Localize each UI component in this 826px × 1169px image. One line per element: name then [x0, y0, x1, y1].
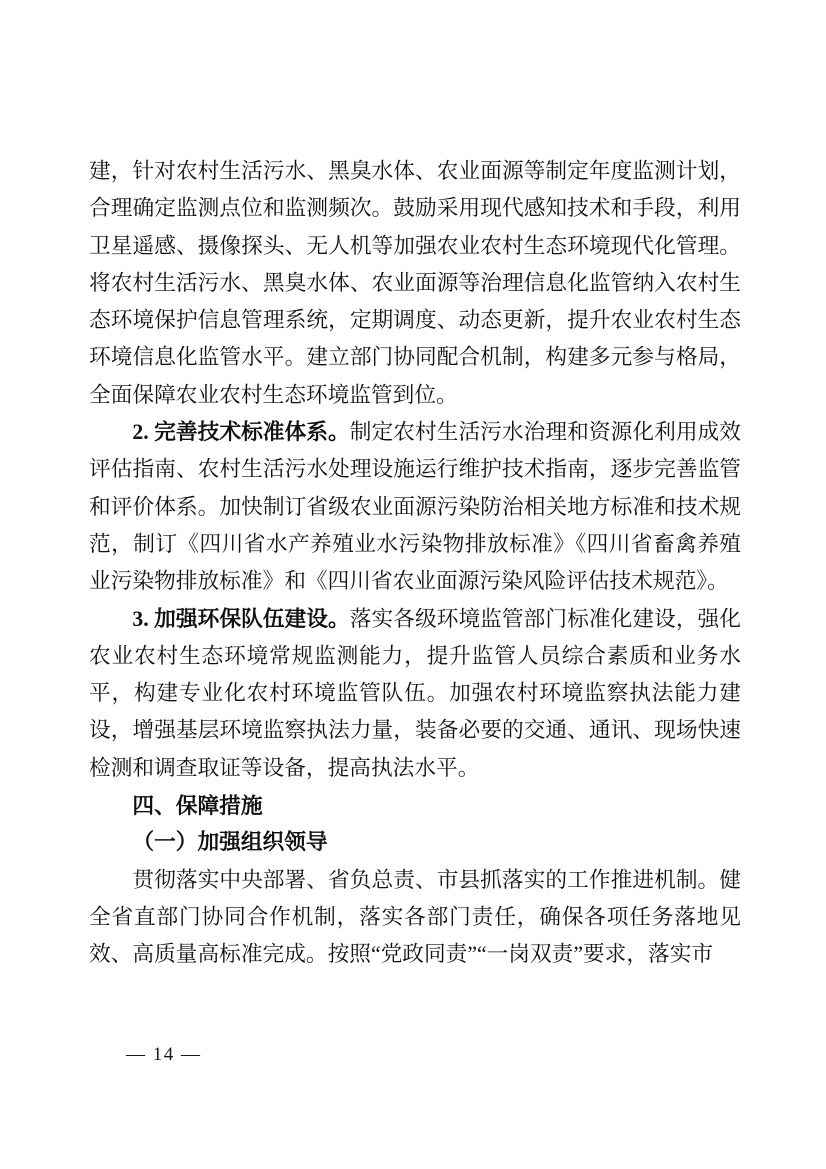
paragraph-text: 建，针对农村生活污水、黑臭水体、农业面源等制定年度监测计划，合理确定监测点位和监测频次。鼓励采用现代感知技术和手段，利用卫星遥感、摄像探头、无人机等加强农业农村生态环境现代化管理。将农村生活污水、黑臭水体、农业面源等治理信息化监管纳入农村生态环境保护信息管理系统，定期调度、动态更新，提升农业农村生态环境信息化监管水平。建立部门协同配合机制，构建多元参与格局，全面保障农业农村生态环境监管到位。: [89, 159, 741, 407]
numbered-item-3-lead: 3. 加强环保队伍建设。: [132, 606, 350, 631]
numbered-item-2: [89, 414, 741, 600]
page-number: — 14 —: [126, 1044, 202, 1065]
subsection-heading: [89, 824, 741, 861]
document-body: [89, 153, 741, 974]
section-heading: [89, 787, 741, 824]
numbered-item-3: [89, 601, 741, 787]
paragraph-body: [89, 862, 741, 974]
numbered-item-2-text: 制定农村生活污水治理和资源化利用成效评估指南、农村生活污水处理设施运行维护技术指南，逐步完善监管和评价体系。加快制订省级农业面源污染防治相关地方标准和技术规范，制订《四川省水产养殖业水污染物排放标准》《四川省畜禽养殖业污染物排放标准》和《四川省农业面源污染风险评估技术规范》。: [89, 420, 741, 594]
numbered-item-3-text: 落实各级环境监管部门标准化建设，强化农业农村生态环境常规监测能力，提升监管人员综合素质和业务水平，构建专业化农村环境监管队伍。加强农村环境监察执法能力建设，增强基层环境监察执法力量，装备必要的交通、通讯、现场快速检测和调查取证等设备，提高执法水平。: [89, 606, 741, 780]
paragraph-text: 贯彻落实中央部署、省负总责、市县抓落实的工作推进机制。健全省直部门协同合作机制，落实各部门责任，确保各项任务落地见效、高质量高标准完成。按照“党政同责”“一岗双责”要求，落实市: [89, 867, 741, 967]
section-heading-text: 四、保障措施: [132, 793, 263, 819]
subsection-heading-text: （一）加强组织领导: [132, 830, 328, 855]
paragraph-continuation: [89, 153, 741, 414]
numbered-item-2-lead: 2. 完善技术标准体系。: [132, 420, 350, 445]
